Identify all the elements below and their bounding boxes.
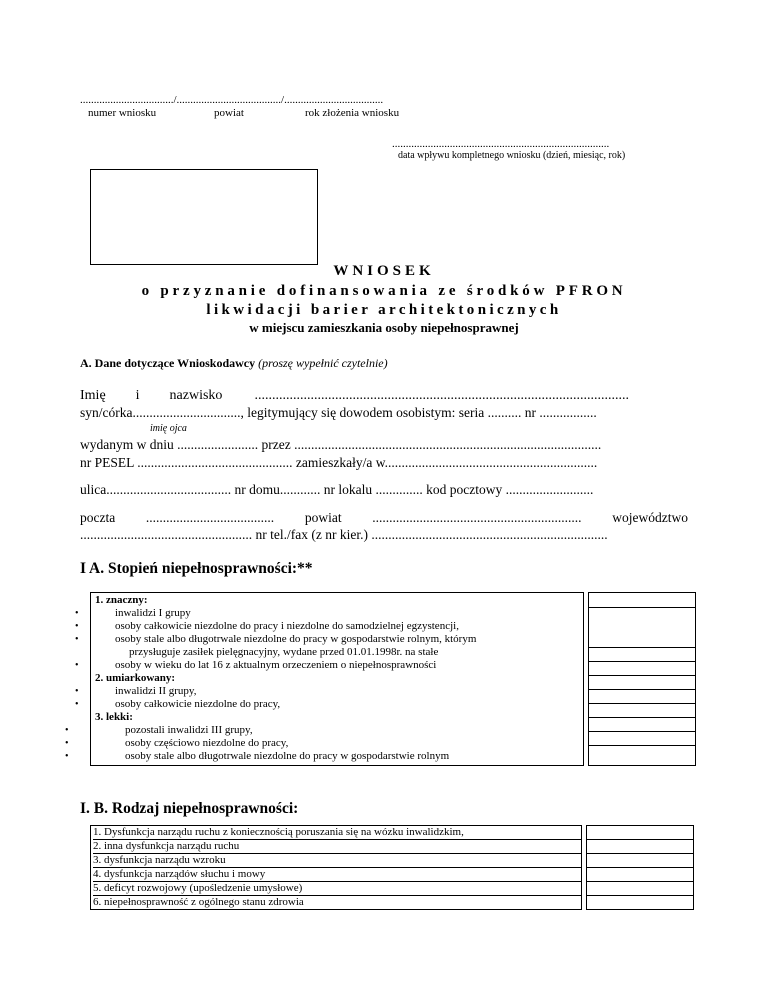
degree-item: • osoby całkowicie niezdolne do pracy i niezdolne do samodzielnej egzystencji,	[75, 620, 459, 632]
type-checkbox-column[interactable]	[587, 826, 694, 910]
degree-item: • inwalidzi I grupy	[75, 607, 191, 619]
degree-list-cell	[65, 593, 584, 766]
label-application-number: numer wniosku	[88, 107, 157, 119]
receipt-date-dots[interactable]: ...............................................................................	[392, 138, 610, 150]
degree-checkbox-column[interactable]	[589, 593, 696, 766]
label-father-name: imię ojca	[150, 423, 187, 434]
type-item: 5. deficyt rozwojowy (upośledzenie umysłowe)	[93, 882, 581, 896]
name-field[interactable]: ...........................................................................................................	[254, 388, 629, 403]
section-ia-heading: I A. Stopień niepełnosprawności:**	[80, 560, 313, 577]
form-subtitle-3: w miejscu zamieszkania osoby niepełnosprawnej	[249, 320, 519, 335]
label-district: powiat	[214, 107, 244, 119]
phone-line[interactable]: ................................................... nr tel./fax (z nr kier.) ......................................................................	[80, 527, 608, 542]
pesel-line[interactable]: nr PESEL .............................................. zamieszkały/a w...............................................................	[80, 455, 598, 470]
bullet-icon: •	[75, 699, 79, 710]
degree-item-cont: przysługuje zasiłek pielęgnacyjny, wydane przed 01.01.1998r. na stałe	[129, 646, 439, 658]
disability-type-table	[90, 825, 694, 910]
bullet-icon: •	[75, 660, 79, 671]
label-first-name: Imię	[80, 388, 106, 403]
name-line	[80, 388, 688, 404]
degree-item: • osoby całkowicie niezdolne do pracy,	[75, 698, 281, 710]
stamp-box	[90, 169, 318, 265]
section-a-hint: (proszę wypełnić czytelnie)	[258, 356, 388, 370]
street-line[interactable]: ulica..................................... nr domu............ nr lokalu .............. kod pocztowy ..........................	[80, 482, 594, 497]
label-submission-year: rok złożenia wniosku	[305, 107, 400, 119]
bullet-icon: •	[75, 634, 79, 645]
form-title: WNIOSEK	[333, 263, 435, 279]
section-ib-heading: I. B. Rodzaj niepełnosprawności:	[80, 800, 299, 817]
degree-item: • pozostali inwalidzi III grupy,	[65, 724, 253, 736]
degree-item: • osoby stale albo długotrwale niezdolne do pracy w gospodarstwie rolnym	[65, 750, 450, 762]
type-item: 2. inna dysfunkcja narządu ruchu	[93, 840, 581, 854]
bullet-icon: •	[65, 738, 69, 749]
label-and: i	[135, 388, 140, 403]
group-significant: 1. znaczny:	[95, 594, 148, 606]
degree-item: • osoby w wieku do lat 16 z aktualnym orzeczeniem o niepełnosprawności	[75, 659, 437, 671]
county-field[interactable]: ..............................................................	[372, 510, 582, 525]
disability-degree-table	[65, 592, 696, 766]
degree-item: • inwalidzi II grupy,	[75, 685, 197, 697]
bullet-icon: •	[65, 725, 69, 736]
post-field[interactable]: ......................................	[145, 510, 275, 525]
type-item: 1. Dysfunkcja narządu ruchu z koniecznością poruszania się na wózku inwalidzkim,	[93, 826, 581, 840]
type-item: 3. dysfunkcja narządu wzroku	[93, 854, 581, 868]
type-item: 4. dysfunkcja narządów słuchu i mowy	[93, 868, 581, 882]
bullet-icon: •	[75, 608, 79, 619]
section-a-heading	[80, 356, 388, 371]
section-a-title: A. Dane dotyczące Wnioskodawcy	[80, 356, 256, 370]
group-moderate: 2. umiarkowany:	[95, 672, 176, 684]
bullet-icon: •	[65, 751, 69, 762]
issued-line[interactable]: wydanym w dniu ........................ przez ...........................................................................................	[80, 437, 602, 452]
group-light: 3. lekki:	[95, 711, 133, 723]
father-id-line[interactable]: syn/córka................................, legitymujący się dowodem osobistym: seria .......... nr .................	[80, 405, 597, 420]
degree-item: • osoby częściowo niezdolne do pracy,	[65, 737, 289, 749]
type-item: 6. niepełnosprawność z ogólnego stanu zdrowia	[93, 896, 304, 908]
type-list-cell	[91, 826, 582, 910]
label-surname: nazwisko	[169, 388, 223, 403]
bullet-icon: •	[75, 621, 79, 632]
label-receipt-date: data wpływu kompletnego wniosku (dzień, miesiąc, rok)	[398, 150, 626, 161]
label-post: poczta	[80, 510, 116, 525]
label-county: powiat	[304, 510, 342, 525]
post-line[interactable]	[80, 510, 688, 526]
form-subtitle-2: likwidacji barier architektonicznych	[206, 302, 562, 318]
bullet-icon: •	[75, 686, 79, 697]
label-voivodeship: województwo	[612, 510, 688, 525]
degree-item: • osoby stale albo długotrwale niezdolne do pracy w gospodarstwie rolnym, którym	[75, 633, 477, 645]
application-number-dots[interactable]: ................................../....................................../....................................	[80, 94, 384, 106]
form-subtitle-1: o przyznanie dofinansowania ze środków PFRON	[141, 283, 627, 299]
